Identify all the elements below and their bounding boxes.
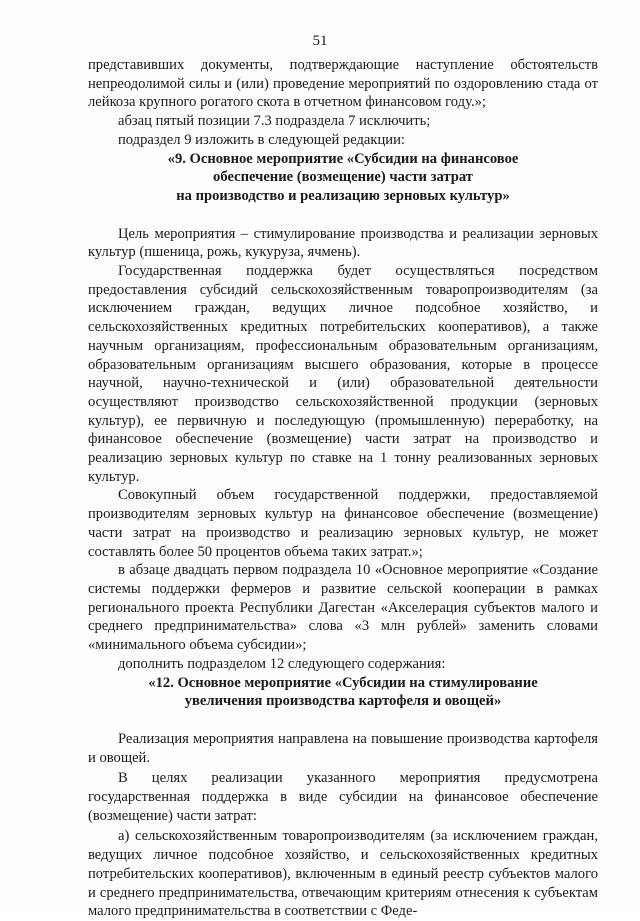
paragraph-continuation: представивших документы, подтверждающие наступление обстоятельств непреодолимой силы и (или) проведение мероприятий по оздоровлению стада от лейкоза крупного рогатого скота в отчетном финансовом году.»; (88, 57, 598, 111)
paragraph-amendment-10: в абзаце двадцать первом подраздела 10 «Основное мероприятие «Создание системы поддержки фермеров и развитие сельской кооперации в рамках регионального проекта Республики Дагестан «Акселерация субъектов малого и среднего предпринимательства» слова «3 млн рублей» заменить словами «минимального объема субсидии»; (88, 562, 598, 654)
section-9-heading (88, 150, 598, 206)
page-number: 51 (312, 33, 328, 49)
section-9-heading-line: обеспечение (возмещение) части затрат (213, 169, 473, 186)
paragraph-state-support: Государственная поддержка будет осуществляться посредством предоставления субсидий сельскохозяйственным товаропроизводителям (за исключением граждан, ведущих личное подсобное хозяйство, и сельскохозяйственных кредитных потребительских кооперативов), а также научным организациям, профессиональным образовательным организациям, образовательным организациям высшего образования, которые в процессе научной, научно-технической и (или) образовательной деятельности осуществляют производство сельскохозяйственной продукции (зерновых культур), ее первичную и последующую (промышленную) переработку, на финансовое обеспечение (возмещение) части затрат на производство и реализацию зерновых культур по ставке на 1 тонну реализованных зерновых культур. (88, 263, 598, 485)
paragraph-total-support: Совокупный объем государственной поддержки, предоставляемой производителям зерновых культур на финансовое обеспечение (возмещение) части затрат на производство и реализацию зерновых культур, не может составлять более 50 процентов объема таких затрат.»; (88, 487, 598, 560)
section-9-heading-line: на производство и реализацию зерновых культур» (176, 187, 510, 204)
section-12-heading-line: увеличения производства картофеля и овощей» (184, 693, 502, 710)
paragraph-amendment-7: абзац пятый позиции 7.3 подраздела 7 исключить; (118, 113, 431, 130)
paragraph-item-a: а) сельскохозяйственным товаропроизводителям (за исключением граждан, ведущих личное подсобное хозяйство, и сельскохозяйственных кредитных потребительских кооперативов), включенным в единый реестр субъектов малого и среднего предпринимательства, отвечающим критериям отнесения к субъектам малого предпринимательства в соответствии с Феде- (88, 828, 598, 920)
section-12-heading (88, 674, 598, 711)
paragraph-purpose: В целях реализации указанного мероприятия предусмотрена государственная поддержка в виде субсидии на финансовое обеспечение (возмещение) части затрат: (88, 770, 598, 824)
paragraph-goal: Цель мероприятия – стимулирование производства и реализации зерновых культур (пшеница, рожь, кукуруза, ячмень). (88, 225, 598, 261)
section-12-heading-line: «12. Основное мероприятие «Субсидии на стимулирование (148, 674, 538, 691)
paragraph-amendment-9: подраздел 9 изложить в следующей редакции: (118, 131, 405, 148)
section-9-heading-line: «9. Основное мероприятие «Субсидии на финансовое (167, 150, 519, 167)
paragraph-amendment-12: дополнить подразделом 12 следующего содержания: (118, 655, 446, 672)
paragraph-implementation: Реализация мероприятия направлена на повышение производства картофеля и овощей. (88, 730, 598, 766)
document-body (88, 56, 598, 921)
